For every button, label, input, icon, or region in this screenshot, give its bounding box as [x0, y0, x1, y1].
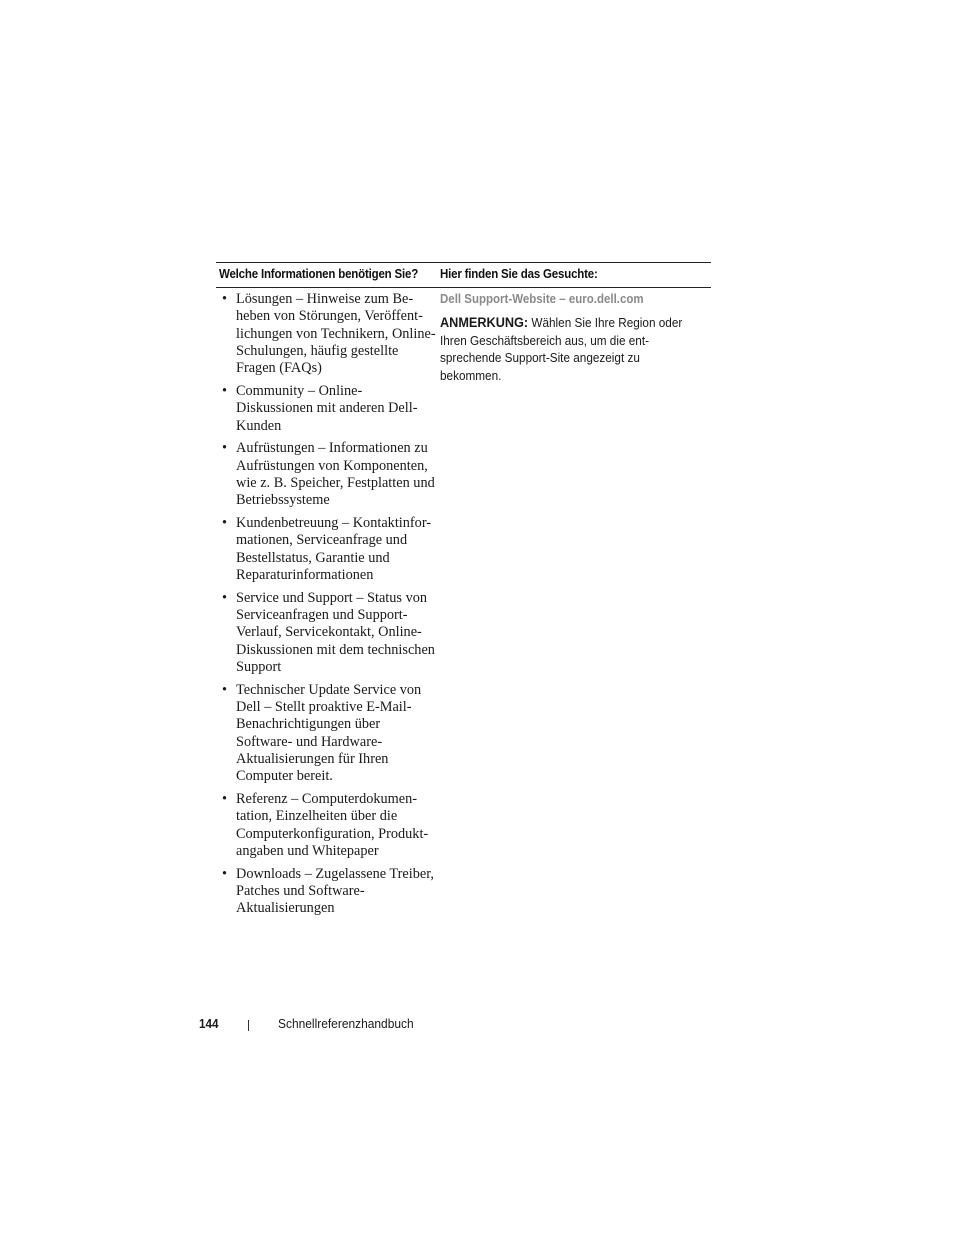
- list-item: [216, 383, 436, 435]
- bullet-icon: •: [222, 865, 228, 882]
- list-item-text: Service und Support – Status von Serviceanfragen und Support- Verlauf, Servicekontakt, Online- Diskussionen mit dem technischen Support: [236, 589, 435, 675]
- list-item-text: Referenz – Computerdokumen- tation, Einzelheiten über die Computerkonfiguration, Produkt- angaben und Whitepaper: [236, 791, 429, 859]
- note-label: ANMERKUNG:: [440, 315, 529, 330]
- bullet-icon: •: [222, 589, 228, 606]
- note-text: Wählen Sie Ihre Region oder Ihren Geschäftsbereich aus, um die ent- sprechende Support-Site angezeigt zu bekommen.: [440, 316, 683, 383]
- bullet-icon: •: [222, 681, 228, 698]
- bullet-icon: •: [222, 791, 228, 808]
- page-number: 144: [199, 1016, 219, 1031]
- bullet-icon: •: [222, 515, 228, 532]
- bullet-icon: •: [222, 382, 228, 399]
- table-top-rule: [216, 262, 711, 263]
- list-item: [216, 682, 436, 786]
- list-item: [216, 515, 436, 584]
- list-item: [216, 440, 436, 509]
- book-title: Schnellreferenzhandbuch: [278, 1016, 414, 1031]
- note-block: [440, 314, 708, 385]
- bullet-icon: •: [222, 291, 228, 307]
- bullet-icon: •: [222, 440, 228, 457]
- info-list: [216, 291, 436, 923]
- list-item: [216, 791, 436, 860]
- list-item: [216, 590, 436, 676]
- list-item-text: Aufrüstungen – Informationen zu Aufrüstungen von Komponenten, wie z. B. Speicher, Festplatten und Betriebssysteme: [236, 440, 435, 509]
- table-header-rule: [216, 287, 711, 288]
- support-info: [440, 291, 710, 385]
- list-item: [216, 866, 436, 918]
- list-item-text: Kundenbetreuung – Kontaktinfor- mationen, Serviceanfrage und Bestellstatus, Garantie und Reparaturinformationen: [236, 515, 432, 583]
- list-item-text: Lösungen – Hinweise zum Be- heben von Störungen, Veröffent- lichungen von Technikern, Online- Schulungen, häufig gestellte Fragen (FAQs): [236, 291, 436, 377]
- list-item-text: Community – Online- Diskussionen mit anderen Dell- Kunden: [236, 382, 418, 434]
- table-header-left: Welche Informationen benötigen Sie?: [219, 267, 419, 281]
- list-item-text: Downloads – Zugelassene Treiber, Patches und Software- Aktualisierungen: [236, 865, 434, 917]
- table-header-right: Hier finden Sie das Gesuchte:: [440, 267, 598, 281]
- footer-separator: [248, 1020, 249, 1031]
- support-website-title: Dell Support-Website – euro.dell.com: [440, 292, 644, 306]
- list-item: [216, 291, 436, 377]
- list-item-text: Technischer Update Service von Dell – Stellt proaktive E-Mail- Benachrichtigungen über Software- und Hardware- Aktualisierungen für Ihren Computer bereit.: [236, 681, 422, 785]
- page-footer: [0, 1016, 954, 1036]
